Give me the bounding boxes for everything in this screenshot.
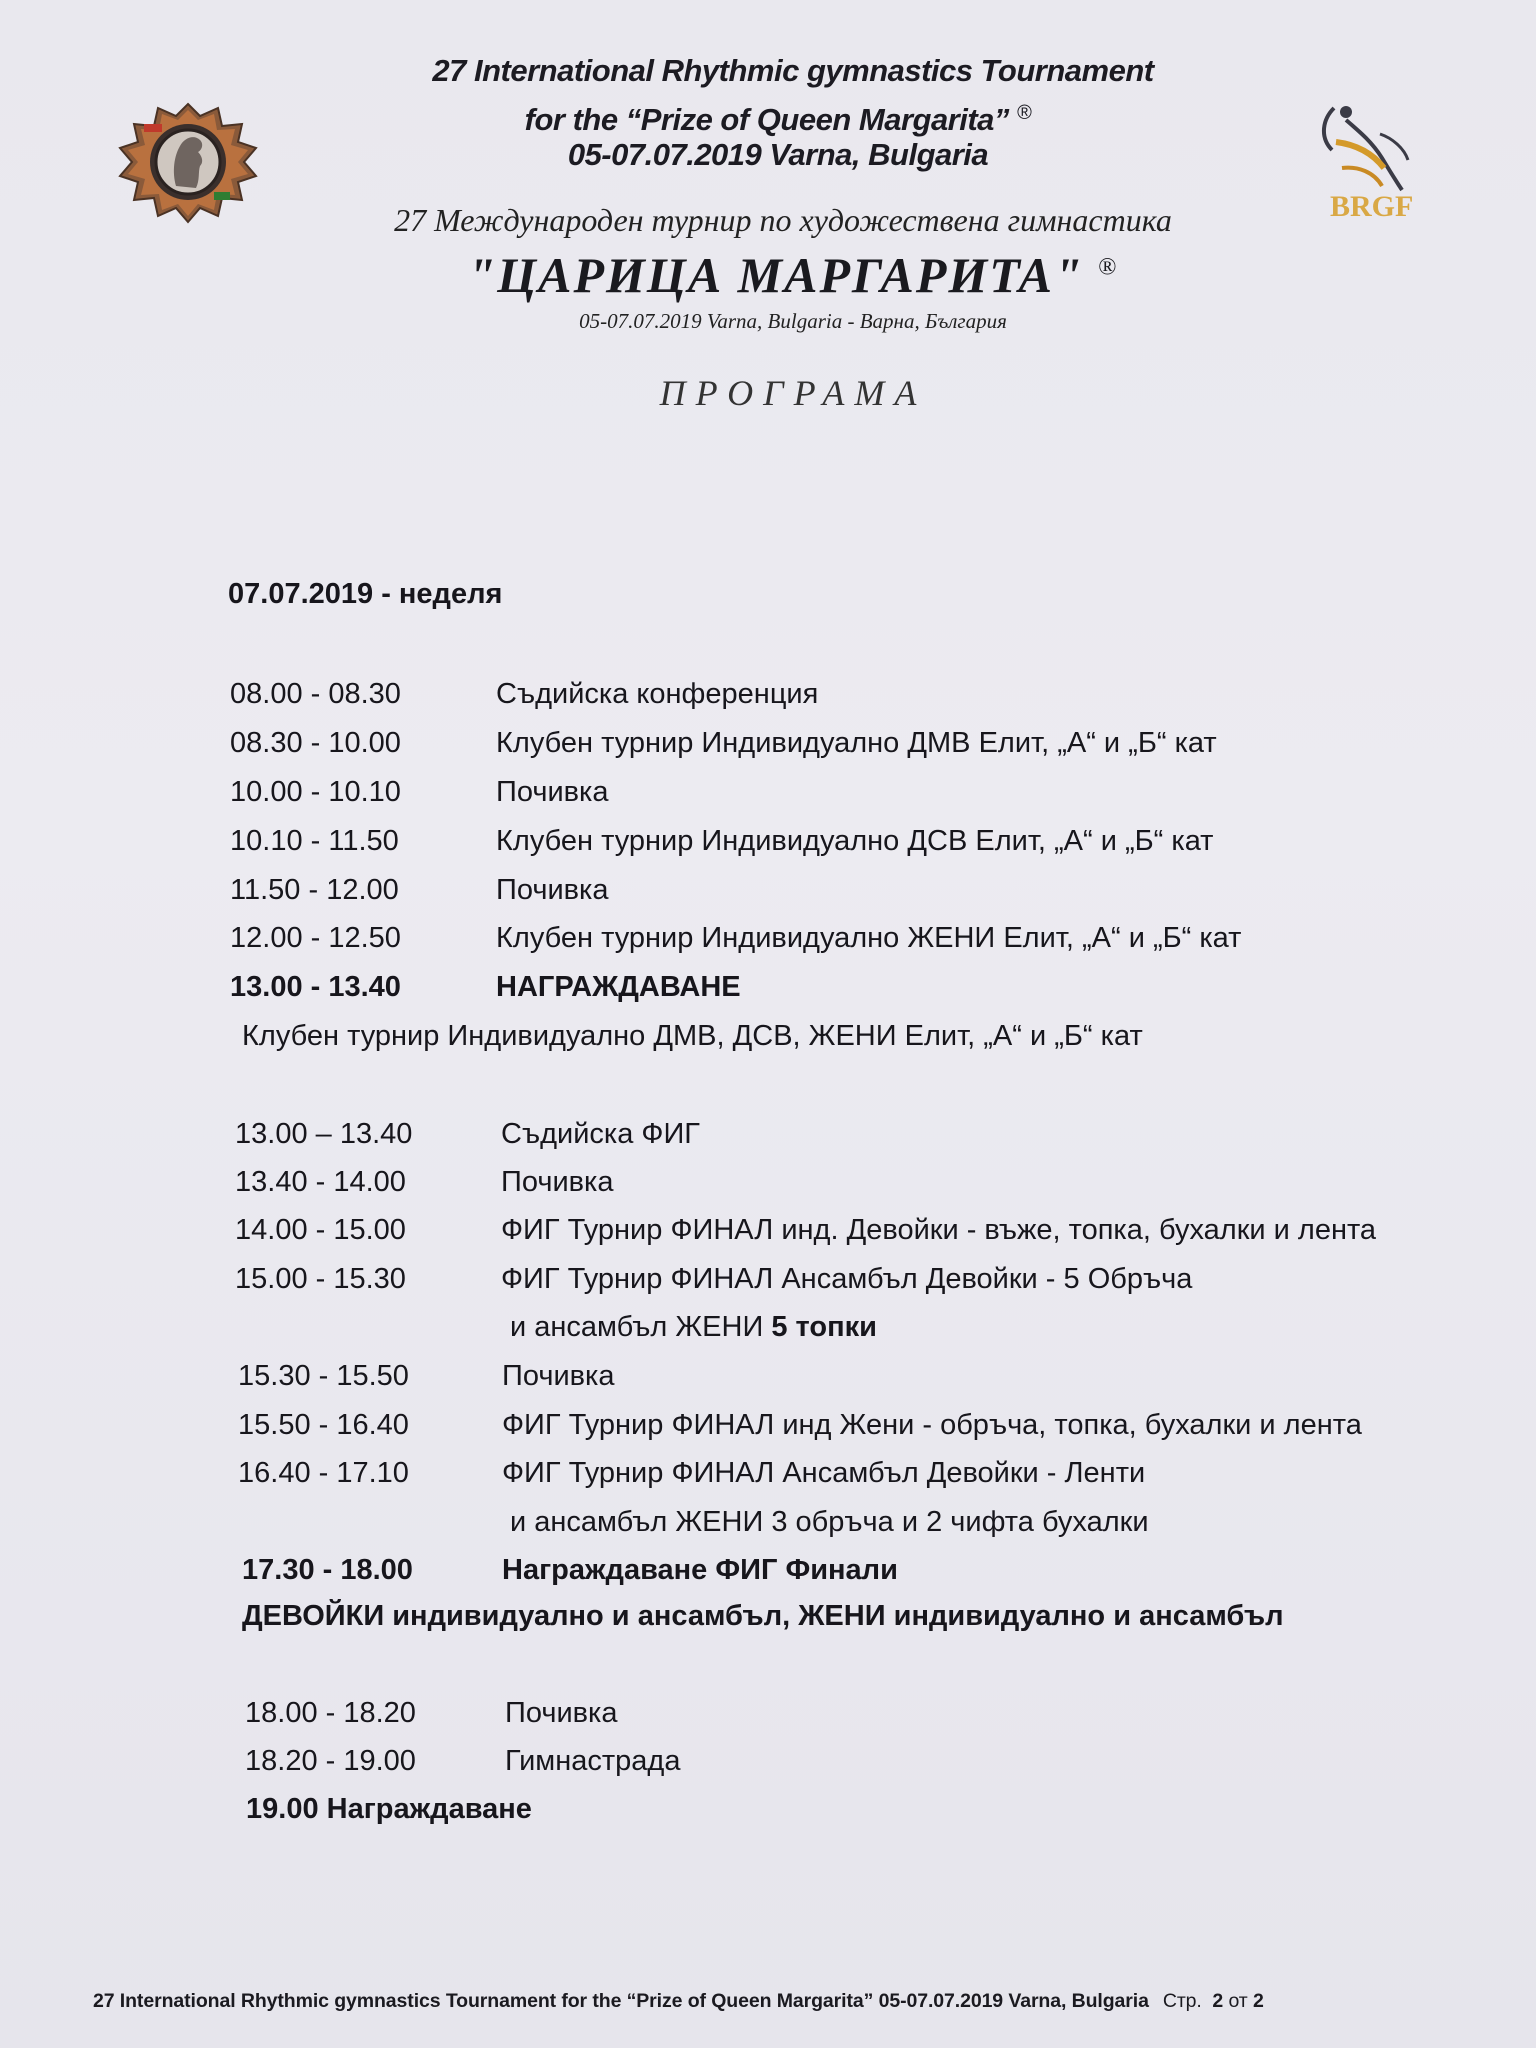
row-time: 16.40 - 17.10 [238, 1457, 409, 1489]
row-time: 13.00 – 13.40 [235, 1118, 413, 1150]
award-note-2: ДЕВОЙКИ индивидуално и ансамбъл, ЖЕНИ индивидуално и ансамбъл [242, 1600, 1284, 1632]
continuation-line-2: и ансамбъл ЖЕНИ 3 обръча и 2 чифта бухалки [510, 1506, 1149, 1538]
row-time: 15.50 - 16.40 [238, 1409, 409, 1441]
row-time: 17.30 - 18.00 [242, 1554, 413, 1586]
row-time: 14.00 - 15.00 [235, 1214, 406, 1246]
row-time: 08.30 - 10.00 [230, 727, 401, 759]
row-description: Гимнастрада [505, 1745, 681, 1777]
english-title-line-2: for the “Prize of Queen Margarita” ® [524, 102, 1032, 138]
row-time: 11.50 - 12.00 [230, 874, 399, 906]
page-footer [93, 1990, 1264, 2013]
english-title-line-3: 05-07.07.2019 Varna, Bulgaria [567, 137, 989, 172]
row-description: Клубен турнир Индивидуално ДСВ Елит, „А“ и „Б“ кат [496, 825, 1214, 857]
english-title-line-1: 27 International Rhythmic gymnastics Tournament [432, 53, 1154, 88]
row-time: 13.00 - 13.40 [230, 971, 401, 1003]
row-description: Съдийска ФИГ [501, 1118, 700, 1150]
row-description: Почивка [501, 1166, 614, 1198]
row-description: Почивка [502, 1360, 615, 1392]
row-description: ФИГ Турнир ФИНАЛ инд Жени - обръча, топка, бухалки и лента [502, 1409, 1362, 1441]
row-description: НАГРАЖДАВАНЕ [496, 971, 741, 1003]
svg-text:BRGF: BRGF [1330, 190, 1414, 223]
bulgarian-subtitle: 27 Международен турнир по художествена гимнастика [394, 202, 1172, 238]
row-description: Клубен турнир Индивидуално ДМВ Елит, „А“ и „Б“ кат [496, 727, 1217, 759]
row-description: ФИГ Турнир ФИНАЛ Ансамбъл Девойки - Ленти [502, 1457, 1146, 1489]
row-time: 18.20 - 19.00 [245, 1745, 416, 1777]
row-time: 10.10 - 11.50 [230, 825, 399, 857]
row-time: 15.30 - 15.50 [238, 1360, 409, 1392]
row-description: Почивка [496, 776, 609, 808]
row-description: ФИГ Турнир ФИНАЛ Ансамбъл Девойки - 5 Обръча [501, 1263, 1193, 1295]
continuation-line-1: и ансамбъл ЖЕНИ 5 топки [510, 1311, 877, 1343]
bulgarian-title: "ЦАРИЦА МАРГАРИТА" ® [467, 247, 1119, 303]
row-description: ФИГ Турнир ФИНАЛ инд. Девойки - въже, топка, бухалки и лента [501, 1214, 1377, 1246]
footer-text: 27 International Rhythmic gymnastics Tournament for the “Prize of Queen Margarita” 05-07.07.2019 Varna, Bulgaria [93, 1990, 1149, 2012]
row-time: 12.00 - 12.50 [230, 922, 401, 954]
day-heading: 07.07.2019 - неделя [228, 578, 503, 610]
final-award: 19.00 Награждаване [246, 1793, 532, 1825]
row-time: 18.00 - 18.20 [245, 1697, 416, 1729]
page-number: Стр. 2 от 2 [1162, 1990, 1264, 2012]
row-time: 13.40 - 14.00 [235, 1166, 406, 1198]
row-description: Съдийска конференция [496, 678, 819, 710]
row-time: 08.00 - 08.30 [230, 678, 401, 710]
row-description: Награждаване ФИГ Финали [502, 1554, 898, 1586]
award-note-1: Клубен турнир Индивидуално ДМВ, ДСВ, ЖЕНИ Елит, „А“ и „Б“ кат [242, 1020, 1143, 1052]
row-description: Клубен турнир Индивидуално ЖЕНИ Елит, „А“ и „Б“ кат [496, 922, 1242, 954]
program-label: ПРОГРАМА [659, 373, 927, 413]
row-description: Почивка [505, 1697, 618, 1729]
row-description: Почивка [496, 874, 609, 906]
bulgarian-dates: 05-07.07.2019 Varna, Bulgaria - Варна, България [579, 309, 1007, 333]
row-time: 15.00 - 15.30 [235, 1263, 406, 1295]
row-time: 10.00 - 10.10 [230, 776, 401, 808]
